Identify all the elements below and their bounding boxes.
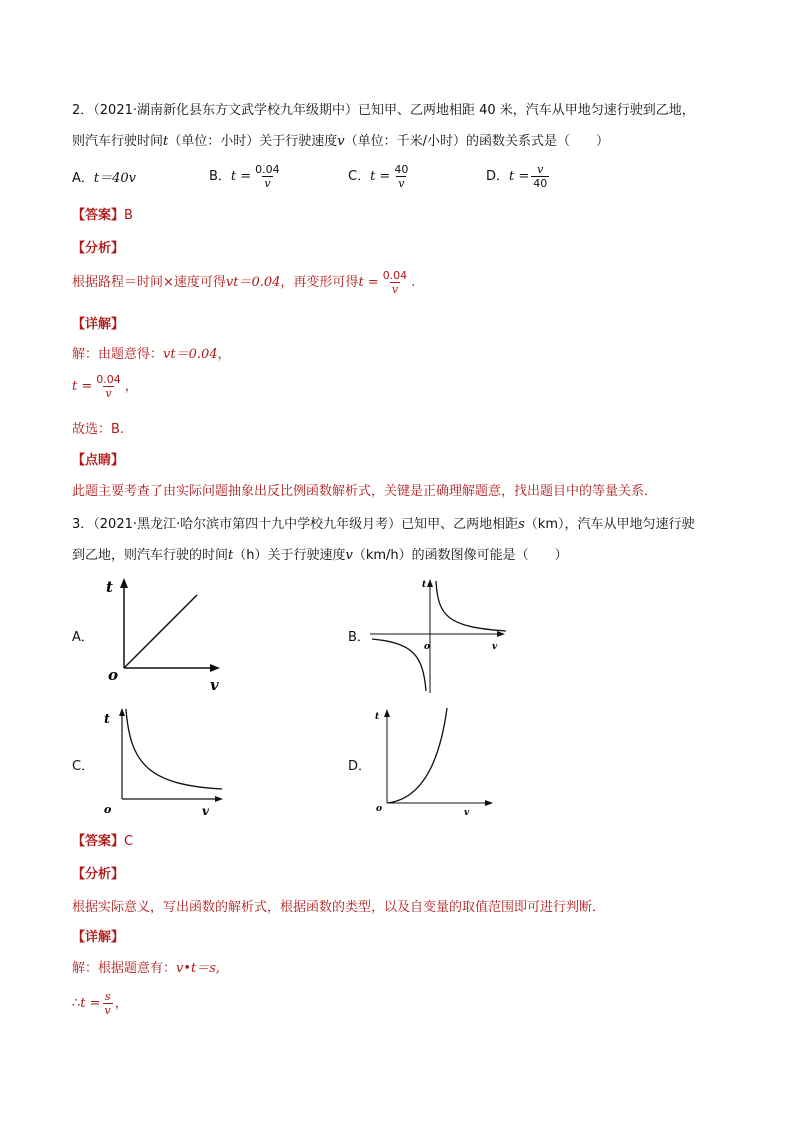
q2-answer-value: B bbox=[124, 208, 133, 223]
q2-option-d-letter: D． bbox=[486, 169, 510, 184]
hyperbola-branch-q3 bbox=[372, 639, 426, 691]
q3-analysis-text: 根据实际意义，写出函数的解析式，根据函数的类型，以及自变量的取值范围即可进行判断． bbox=[72, 900, 606, 915]
q3-detail2-num: s bbox=[104, 990, 111, 1003]
y-axis-arrow-icon bbox=[120, 578, 128, 588]
q2-option-b[interactable] bbox=[209, 163, 284, 190]
q2-detail1-end: ， bbox=[217, 347, 231, 362]
axis-v-label: v bbox=[210, 676, 219, 694]
q3-stem1-text-a: 3．（2021·黑龙江·哈尔滨市第四十九中学校九年级月考）已知甲、乙两地相距 bbox=[72, 517, 519, 532]
x-axis-arrow-icon bbox=[497, 631, 505, 637]
q2-detail2-num: 0.04 bbox=[96, 373, 121, 386]
axis-t-label: t bbox=[422, 580, 427, 590]
q3-answer bbox=[72, 833, 133, 851]
x-axis-arrow-icon bbox=[485, 800, 493, 806]
q2-option-b-lhs: t = bbox=[230, 169, 252, 184]
q2-stem2-text-a: 则汽车行驶时间 bbox=[72, 134, 164, 149]
q3-option-a-graph[interactable] bbox=[100, 576, 230, 696]
q3-stem1-text-b: （km），汽车从甲地匀速行驶 bbox=[524, 517, 695, 532]
q2-option-a[interactable] bbox=[72, 170, 136, 188]
q2-stem-line1: 2．（2021·湖南新化县东方文武学校九年级期中）已知甲、乙两地相距 40 米，汽车从甲地匀速行驶到乙地， bbox=[72, 103, 695, 118]
q2-analysis-text-a: 根据路程＝时间×速度可得 bbox=[72, 275, 226, 290]
q2-detail1-eq: vt＝0.04 bbox=[163, 347, 218, 362]
x-axis-arrow-icon bbox=[215, 796, 223, 802]
axis-t-label: t bbox=[106, 578, 113, 596]
axis-o-label: o bbox=[104, 803, 112, 816]
q2-var-v: v bbox=[337, 134, 345, 149]
q3-stem2-text-a: 到乙地，则汽车行驶的时间 bbox=[72, 548, 229, 563]
q2-option-c-fraction bbox=[392, 163, 410, 190]
q3-stem2-text-c: （km/h）的函数图像可能是（ ） bbox=[352, 548, 568, 563]
q3-therefore: ∴ bbox=[72, 996, 81, 1011]
q2-analysis-num: 0.04 bbox=[382, 269, 408, 282]
axis-v-label: v bbox=[492, 642, 498, 652]
q2-detail2-lhs: t = bbox=[72, 379, 93, 394]
q2-analysis-eq: vt＝0.04 bbox=[225, 275, 281, 290]
y-axis-arrow-icon bbox=[384, 709, 390, 717]
q2-analysis-end: . bbox=[411, 275, 416, 290]
q3-detail2-end: ， bbox=[114, 996, 128, 1011]
q2-stem2-text-b: （单位：小时）关于行驶速度 bbox=[168, 134, 338, 149]
q3-option-b-label[interactable]: B． bbox=[348, 630, 370, 645]
q3-option-a-label[interactable]: A． bbox=[72, 630, 94, 645]
q3-answer-value: C bbox=[124, 834, 134, 849]
axis-t-label: t bbox=[104, 712, 111, 727]
q2-point-label: 【点睛】 bbox=[72, 453, 125, 468]
q2-var-t: t bbox=[163, 134, 169, 149]
q2-analysis-fraction bbox=[381, 269, 410, 296]
axis-o-label: o bbox=[376, 804, 383, 814]
q2-option-c-den: v bbox=[398, 177, 405, 190]
hyperbola-branch-q1 bbox=[436, 581, 506, 631]
q2-option-d-den: 40 bbox=[533, 177, 548, 190]
x-axis-arrow-icon bbox=[210, 664, 220, 672]
axis-t-label: t bbox=[375, 712, 380, 722]
q2-option-a-expr: t＝40v bbox=[93, 171, 137, 186]
y-axis-arrow-icon bbox=[119, 708, 125, 716]
q3-option-d-graph[interactable] bbox=[370, 705, 500, 817]
y-axis-arrow-icon bbox=[427, 579, 433, 587]
q2-analysis-lhs: t = bbox=[358, 275, 379, 290]
axis-v-label: v bbox=[202, 804, 209, 817]
hyperbola-curve bbox=[126, 709, 222, 789]
q3-stem2-text-b: （h）关于行驶速度 bbox=[233, 548, 346, 563]
q3-detail2-lhs: t = bbox=[80, 996, 101, 1011]
q2-analysis-line bbox=[72, 269, 415, 296]
linear-curve bbox=[124, 595, 197, 668]
q2-option-d-fraction bbox=[531, 163, 549, 190]
q2-analysis-text-b: ，再变形可得 bbox=[280, 275, 359, 290]
q2-answer-label: 【答案】 bbox=[72, 208, 125, 223]
q2-option-c-lhs: t = bbox=[370, 169, 391, 184]
q2-option-c-num: 40 bbox=[394, 163, 409, 176]
q2-choose: 故选：B. bbox=[72, 422, 125, 437]
q3-option-c-graph[interactable] bbox=[100, 705, 230, 817]
q2-detail-label: 【详解】 bbox=[72, 317, 125, 332]
q2-stem2-text-c: （单位：千米/小时）的函数关系式是（ ） bbox=[344, 134, 610, 149]
q2-option-d-lhs: t = bbox=[509, 169, 530, 184]
q2-option-a-letter: A． bbox=[72, 171, 94, 186]
q3-detail-label: 【详解】 bbox=[72, 930, 125, 945]
q3-detail-line2 bbox=[72, 990, 128, 1017]
q2-option-b-den: v bbox=[264, 177, 271, 190]
parabola-curve bbox=[387, 708, 447, 803]
q3-stem-line2 bbox=[72, 547, 568, 565]
q3-detail2-den: v bbox=[104, 1004, 111, 1017]
q3-analysis-label: 【分析】 bbox=[72, 867, 125, 882]
axis-v-label: v bbox=[464, 808, 470, 817]
q3-detail-line1 bbox=[72, 960, 220, 978]
q3-option-d-label[interactable]: D． bbox=[348, 759, 372, 774]
q3-var-v: v bbox=[345, 548, 353, 563]
q2-option-d[interactable] bbox=[486, 163, 551, 190]
q3-detail1-eq: v•t＝s, bbox=[176, 961, 221, 976]
q2-option-d-num: v bbox=[537, 163, 544, 176]
q2-option-c-letter: C． bbox=[348, 169, 371, 184]
q2-option-b-num: 0.04 bbox=[255, 163, 280, 176]
q2-detail-line1 bbox=[72, 346, 231, 364]
q2-stem-line2 bbox=[72, 133, 609, 151]
q3-detail1-text: 解：根据题意有： bbox=[72, 961, 177, 976]
q2-option-b-letter: B． bbox=[209, 169, 231, 184]
q3-var-t: t bbox=[228, 548, 234, 563]
q2-detail2-den: v bbox=[105, 387, 112, 400]
q3-stem-line1 bbox=[72, 516, 695, 534]
q2-detail1-text: 解：由题意得： bbox=[72, 347, 164, 362]
q2-detail2-end: ， bbox=[124, 379, 138, 394]
q3-answer-label: 【答案】 bbox=[72, 834, 125, 849]
q2-option-c[interactable] bbox=[348, 163, 412, 190]
q2-analysis-label: 【分析】 bbox=[72, 241, 125, 256]
axis-o-label: o bbox=[108, 666, 119, 684]
q2-detail-line2 bbox=[72, 373, 138, 400]
q2-answer bbox=[72, 207, 133, 225]
q3-option-c-label[interactable]: C． bbox=[72, 759, 95, 774]
q3-var-s: s bbox=[518, 517, 525, 532]
axis-o-label: o bbox=[424, 642, 431, 652]
q2-analysis-den: v bbox=[391, 283, 399, 296]
q2-option-b-fraction bbox=[253, 163, 282, 190]
q2-detail2-fraction bbox=[94, 373, 123, 400]
q3-detail2-fraction bbox=[103, 990, 113, 1017]
q3-option-b-graph[interactable] bbox=[368, 577, 513, 695]
q2-point-text: 此题主要考查了由实际问题抽象出反比例函数解析式，关键是正确理解题意，找出题目中的等量关系． bbox=[72, 484, 658, 499]
